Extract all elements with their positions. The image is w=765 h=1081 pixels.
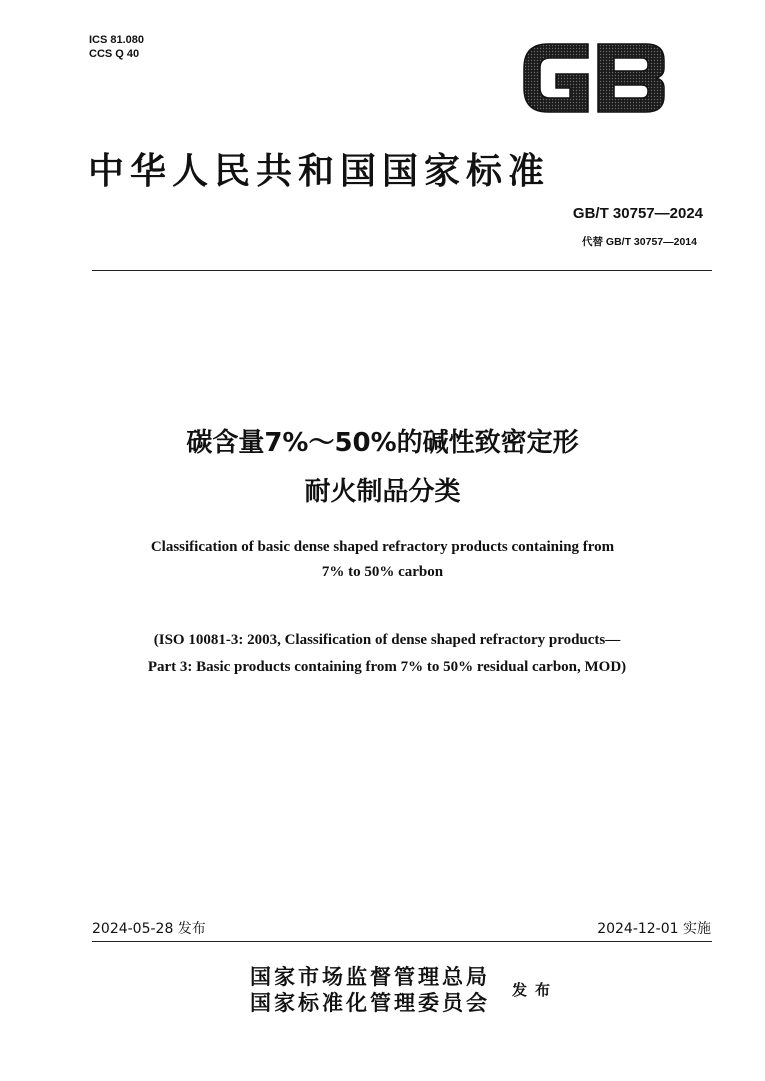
iso-reference-line-2: Part 3: Basic products containing from 7% to 50% residual carbon, MOD) bbox=[147, 659, 627, 675]
classification-codes bbox=[89, 33, 144, 61]
chinese-title-line-2: 耐火制品分类 bbox=[304, 477, 461, 507]
standard-number: GB/T 30757—2024 bbox=[572, 205, 703, 222]
iso-reference-line-1: (ISO 10081-3: 2003, Classification of dense shaped refractory products— bbox=[153, 632, 621, 648]
release-label: 发布 bbox=[512, 981, 559, 999]
replaces-standard: 代替 GB/T 30757—2014 bbox=[582, 236, 697, 248]
iso-reference bbox=[82, 627, 692, 681]
national-standard-heading: 中华人民共和国国家标准 bbox=[88, 150, 551, 192]
implementation-date: 2024-12-01 实施 bbox=[597, 921, 711, 937]
bottom-divider bbox=[92, 941, 712, 942]
issuer-samr: 国家市场监督管理总局 bbox=[250, 964, 490, 989]
english-title-line-2: 7% to 50% carbon bbox=[321, 564, 444, 580]
issuing-authorities bbox=[250, 964, 490, 1016]
issuer-sac: 国家标准化管理委员会 bbox=[250, 990, 490, 1015]
top-divider bbox=[92, 270, 712, 271]
english-title bbox=[80, 535, 685, 585]
ccs-code: CCS Q 40 bbox=[89, 48, 140, 60]
gb-logo-graphic bbox=[518, 38, 670, 118]
chinese-title-line-1: 碳含量7%～50%的碱性致密定形 bbox=[186, 428, 579, 458]
publish-date: 2024-05-28 发布 bbox=[92, 921, 206, 937]
ics-code: ICS 81.080 bbox=[89, 34, 145, 46]
gb-logo bbox=[518, 38, 670, 118]
english-title-line-1: Classification of basic dense shaped refractory products containing from bbox=[150, 539, 615, 555]
